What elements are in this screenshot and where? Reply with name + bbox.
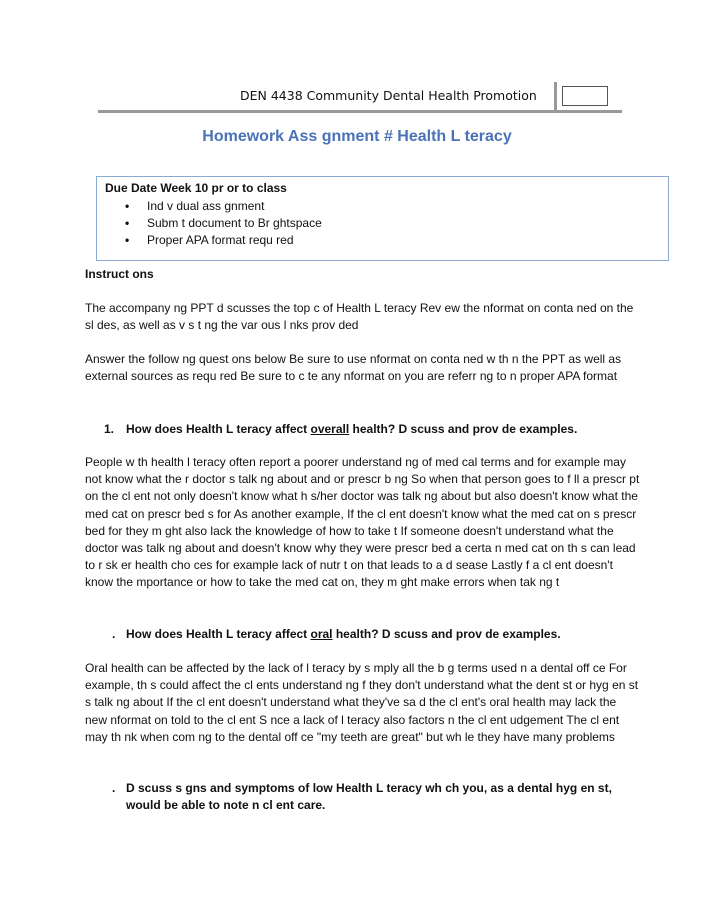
list-item-text: Proper APA format requ red bbox=[147, 233, 294, 247]
question-text-pre: How does Health L teracy affect bbox=[126, 422, 311, 436]
header-box bbox=[562, 86, 608, 106]
header-rule bbox=[98, 110, 622, 113]
list-item-text: Ind v dual ass gnment bbox=[147, 199, 265, 213]
course-header: DEN 4438 Community Dental Health Promotion bbox=[240, 88, 537, 103]
question-text-post: health? D scuss and prov de examples. bbox=[349, 422, 578, 436]
question-text: D scuss s gns and symptoms of low Health L teracy wh ch you, as a dental hyg en st, would be able to note n cl ent care. bbox=[126, 781, 612, 812]
bullet-icon: • bbox=[125, 216, 130, 230]
page-title: Homework Ass gnment # Health L teracy bbox=[202, 128, 512, 145]
question-emphasis: oral bbox=[310, 627, 333, 641]
question-number: . bbox=[112, 781, 116, 795]
list-item bbox=[119, 215, 322, 232]
question-text bbox=[126, 626, 561, 643]
due-date-box bbox=[96, 176, 669, 261]
list-item bbox=[119, 232, 322, 249]
question-number: 1. bbox=[104, 422, 115, 436]
question-number: . bbox=[112, 627, 116, 641]
due-list bbox=[119, 198, 322, 249]
instructions-heading: Instruct ons bbox=[85, 267, 154, 281]
bullet-icon: • bbox=[125, 233, 130, 247]
question-text bbox=[126, 421, 577, 438]
question-text-pre: How does Health L teracy affect bbox=[126, 627, 311, 641]
due-date-title: Due Date Week 10 pr or to class bbox=[105, 181, 287, 195]
instructions-paragraph-2: Answer the follow ng quest ons below Be sure to use nformat on conta ned w th n the PPT as well as external sources as requ red Be sure to c te any nformat on you are referr ng to n proper APA format bbox=[85, 352, 622, 384]
question-text-post: health? D scuss and prov de examples. bbox=[332, 627, 561, 641]
answer-1: People w th health l teracy often report a poorer understand ng of med cal terms and for example may not know what the r doctor s talk ng about and or prescr b ng So when that person goes to f ll a prescr pt on the cl ent not only doesn't know what h s/her doctor was talk ng about but also doesn't know what the med cat on prescr bed s for As another example, If the cl ent doesn't know what the med cat on s prescr bed for they m ght also lack the knowledge of how to take t If someone doesn't understand what the doctor was talk ng about and doesn't know why they were prescr bed a certa n med cat on th s can lead to r sk er health cho ces for example lack of nutr t on that leads to a d sease Lastly f a cl ent doesn't know the mportance or how to take the med cat on, they m ght make errors when tak ng t bbox=[85, 455, 640, 590]
question-emphasis: overall bbox=[310, 422, 350, 436]
list-item-text: Subm t document to Br ghtspace bbox=[147, 216, 322, 230]
instructions-paragraph-1: The accompany ng PPT d scusses the top c of Health L teracy Rev ew the nformat on conta ned on the sl des, as well as v s t ng the var ous l nks prov ded bbox=[85, 301, 634, 333]
list-item bbox=[119, 198, 322, 215]
answer-2: Oral health can be affected by the lack of l teracy by s mply all the b g terms used n a dental off ce For example, th s could affect the cl ents understand ng f they don't understand what the dent st or hyg en st s talk ng about If the cl ent doesn't understand what they've sa d the cl ent's oral health may lack the new nformat on told to the cl ent S nce a lack of l teracy also factors n the cl ent udgement The cl ent may th nk when com ng to the dental off ce "my teeth are great" but wh le they have many problems bbox=[85, 661, 639, 744]
bullet-icon: • bbox=[125, 199, 130, 213]
header-divider bbox=[554, 82, 557, 112]
